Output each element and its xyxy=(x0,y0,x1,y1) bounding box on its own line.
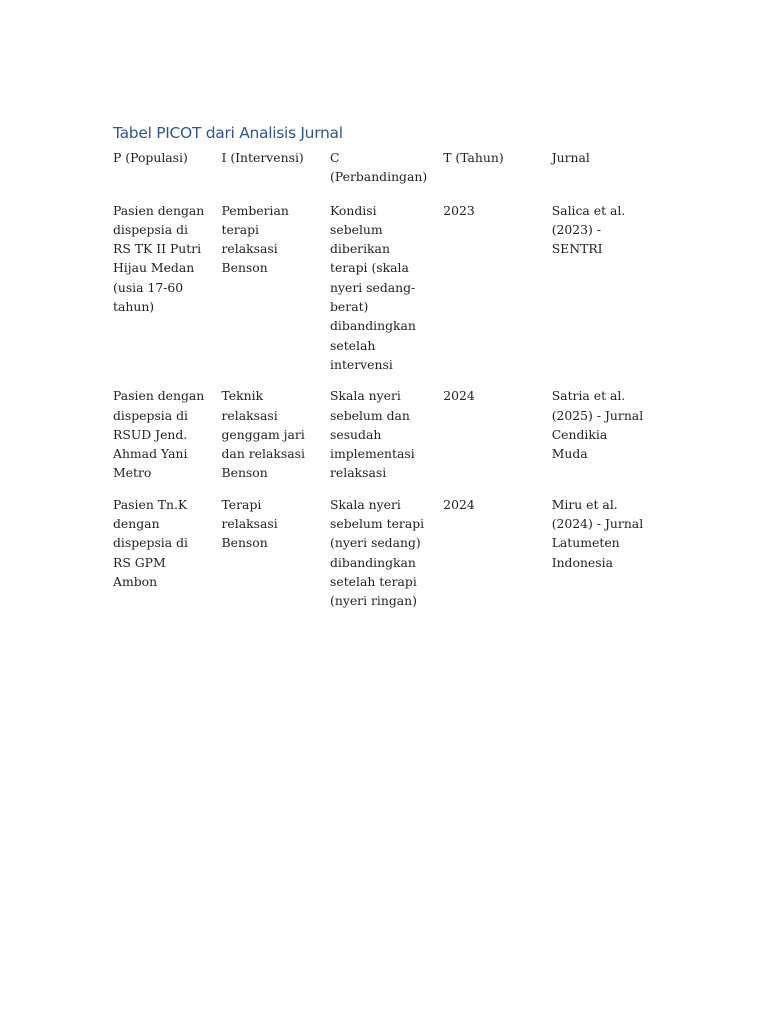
cell-perbandingan: Skala nyeri sebelum terapi (nyeri sedang) dibandingkan setelah terapi (nyeri ringan) xyxy=(330,496,425,609)
table-row xyxy=(105,199,652,385)
cell-intervensi: Pemberian terapi relaksasi Benson xyxy=(221,202,289,276)
cell-populasi: Pasien dengan dispepsia di RSUD Jend. Ahmad Yani Metro xyxy=(113,388,205,481)
cell-tahun: 2023 xyxy=(443,202,475,218)
cell-perbandingan: Kondisi sebelum diberikan terapi (skala nyeri sedang-berat) dibandingkan setelah intervensi xyxy=(330,202,416,372)
table-header-row xyxy=(105,146,652,199)
cell-perbandingan: Skala nyeri sebelum dan sesudah implementasi relaksasi xyxy=(330,388,415,481)
header-jurnal: Jurnal xyxy=(551,150,590,165)
cell-populasi: Pasien dengan dispepsia di RS TK II Putri Hijau Medan (usia 17-60 tahun) xyxy=(113,202,205,315)
header-populasi: P (Populasi) xyxy=(113,150,188,165)
cell-intervensi: Teknik relaksasi genggam jari dan relaksasi Benson xyxy=(221,388,305,481)
cell-tahun: 2024 xyxy=(443,496,475,512)
cell-tahun: 2024 xyxy=(443,388,475,404)
cell-intervensi: Terapi relaksasi Benson xyxy=(221,496,278,551)
cell-jurnal: Salica et al. (2023) - SENTRI xyxy=(551,202,626,257)
table-row xyxy=(105,384,652,492)
cell-populasi: Pasien Tn.K dengan dispepsia di RS GPM Ambon xyxy=(113,496,188,589)
header-tahun: T (Tahun) xyxy=(443,150,504,165)
header-perbandingan: C (Perbandingan) xyxy=(330,150,428,185)
picot-table xyxy=(105,146,652,621)
header-intervensi: I (Intervensi) xyxy=(221,150,304,165)
document-title: Tabel PICOT dari Analisis Jurnal xyxy=(113,124,343,142)
cell-jurnal: Satria et al. (2025) - Jurnal Cendikia Muda xyxy=(551,388,644,462)
cell-jurnal: Miru et al. (2024) - Jurnal Latumeten Indonesia xyxy=(551,496,644,570)
table-row xyxy=(105,493,652,621)
